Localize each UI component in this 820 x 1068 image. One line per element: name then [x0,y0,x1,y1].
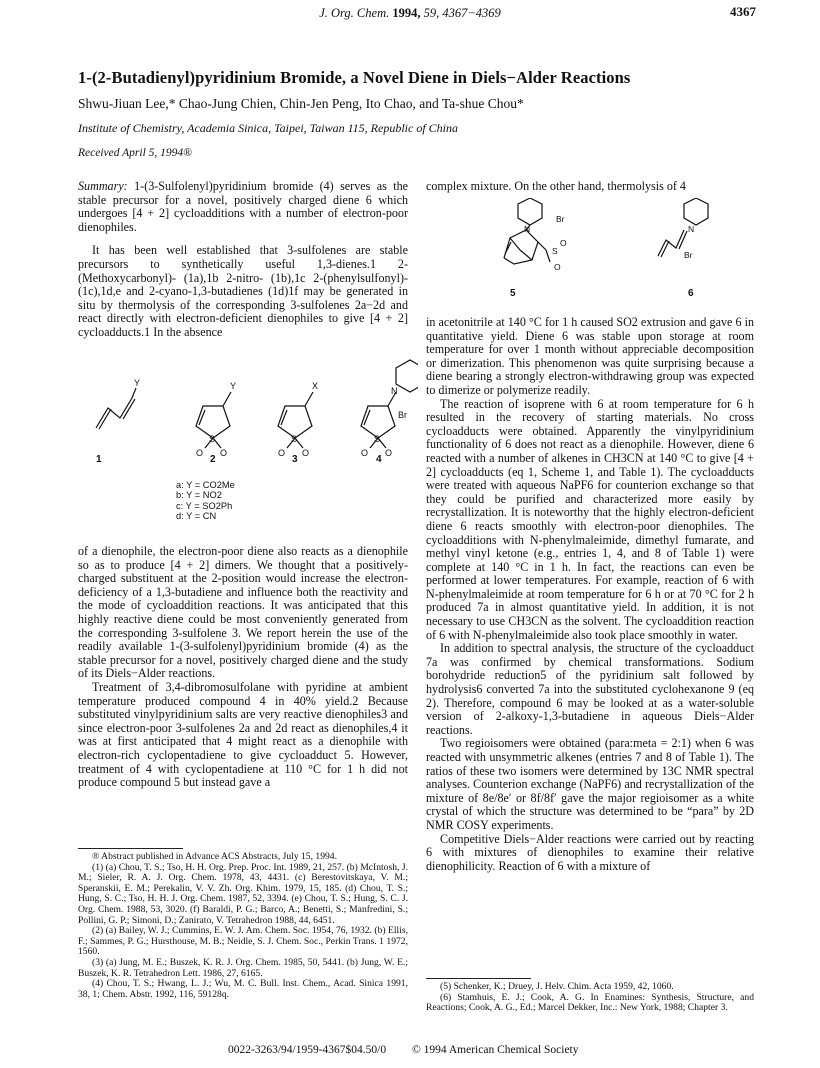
substituent-list [176,480,235,521]
compound-label: 3 [292,454,298,465]
paragraph-3: Treatment of 3,4-dibromosulfolane with pyridine at ambient temperature produced compound 4 in 40% yield.2 Because substituted vinylpyridinium salts are very reactive dienophiles3 and since electron-poor 3-sulfolenes 2a and 2d react as dienophiles,4 it was at first anticipated that 4 might react as a dienophile with electron-rich cyclopentadiene to give cycloadduct 5. However, treatment of 4 with cyclopentadiene at 110 °C for 1 h did not produce compound 5 but instead gave a [78,679,408,790]
paragraph-r2: The reaction of isoprene with 6 at room temperature for 6 h resulted in the recovery of starting materials. No cross cycloadducts were obtained. Apparently the vinylpyridinium functionality of 6 does not react as a dienophile. However, diene 6 reacted with a number of alkenes in CH3CN at 140 °C to give [4 + 2] cycloadducts (eq 1, Scheme 1, and Table 1). The cycloadducts were treated with aqueous NaPF6 for counterion exchange so that they could be purified and characterized more easily by recrystallization. It is noteworthy that the highly electron-deficient diene 6 reacts smoothly with electron-poor dienophiles. The cycloadditions with N-phenylmaleimide, dimethyl fumarate, and methyl vinyl ketone (e.g., entries 1, 4, and 8 of Table 1) were complete at 140 °C in 1 h. In fact, the reactions can even be performed at lower temperatures. For example, reaction of 6 with N-phenylmaleimide at room temperature for 6 h or at 70 °C for 2 h produced 7a in almost quantitative yield. In addition, it is not necessary to use CH3CN as the solvent. The cycloaddition reaction of 6 with N-phenylmaleimide also took place smoothly in water. [426,396,754,642]
paragraph-r4: Two regioisomers were obtained (para:meta = 2:1) when 6 was reacted with unsymmetric alkenes (entries 7 and 8 of Table 1). The ratios of these two isomers were determined by 13C NMR spectral analyses. Counterion exchange (NaPF6) and recrystallization of the mixture of 8e/8e′ or 8f/8f′ gave the major regioisomer as a white crystal of which the structure was determined to be “para” by 2D NMR COSY experiments. [426,736,754,832]
atom-label: N [524,224,531,234]
atom-label: O [361,448,369,458]
right-column-top [426,180,754,194]
paragraph-r5: Competitive Diels−Alder reactions were carried out by reacting 6 with mixtures of dienophiles to examine their relative dienophilicity. Reaction of 6 with a mixture of [426,831,754,873]
compound-label: 5 [510,288,516,299]
substituent-d: d: Y = CN [176,510,217,521]
atom-label: O [560,238,567,248]
atom-label: O [554,262,561,272]
paragraph-r3: In addition to spectral analysis, the structure of the cycloadduct 7a was confirmed by chemical transformations. Sodium borohydride reduction5 of the pyridinium salt followed by hydrolysis6 converted 7a into the substituted cyclohexanone 9 (eq 2). Therefore, compound 6 may be looked at as a water-soluble version of 2-alkoxy-1,3-butadiene in aqueous Diels−Alder reactions. [426,641,754,737]
atom-label: Br [556,214,565,224]
right-top-line: complex mixture. On the other hand, thermolysis of 4 [426,179,686,193]
substituent-b: b: Y = NO2 [176,490,222,501]
atom-label: O [278,448,286,458]
pyridinium-ring-4 [396,360,418,392]
atom-label: Y [134,378,141,388]
paragraph-r1: in acetonitrile at 140 °C for 1 h caused SO2 extrusion and gave 6 in quantitative yield. Diene 6 was stable upon storage at room temperature for over 1 month without appreciable decomposition or dimerization. This phenomenon was quite surprising because a diene bearing a strongly electron-withdrawing group was expected to dimerize or polymerize readily. [426,315,754,397]
atom-label: S [209,434,216,444]
substituent-c: c: Y = SO2Ph [176,500,233,511]
left-footnotes [78,852,408,1000]
atom-label: O [385,448,393,458]
compound-label: 2 [210,454,216,465]
pyridinium-ring-6 [684,198,708,225]
page-number: 4367 [730,4,756,19]
left-column-top [78,180,408,340]
footnote: (4) Chou, T. S.; Hwang, L. J.; Wu, M. C. Bull. Inst. Chem., Acad. Sinica 1991, 38, 1; Chem. Abstr. 1992, 116, 59128q. [78,978,408,1000]
right-column-body [426,316,754,873]
atom-label: O [220,448,228,458]
affiliation: Institute of Chemistry, Academia Sinica, Taipei, Taiwan 115, Republic of China [78,121,458,135]
atom-label: N [688,224,695,234]
pyridinium-ring-5 [518,198,542,225]
footnote: ® Abstract published in Advance ACS Abstracts, July 15, 1994. [92,851,337,862]
article-title: 1-(2-Butadienyl)pyridinium Bromide, a Novel Diene in Diels−Alder Reactions [78,68,631,87]
atom-label: X [312,381,319,391]
atom-label: O [196,448,204,458]
atom-label: N [391,386,398,396]
footnote-rule [426,978,531,979]
atom-label: Br [684,250,693,260]
footnote: (1) (a) Chou, T. S.; Tso, H. H. Org. Prep. Proc. Int. 1989, 21, 257. (b) McIntosh, J. M.; Sieler, R. A. J. Org. Chem. 1978, 43, 4431. (c) Berestovitskaya, V. M.; Speranskii, E. M.; Perekalin, V. V. Zh. Org. Khim. 1979, 15, 185. (d) Chou, T. S.; Hung, S. C.; Tso, H. H. J. Org. Chem. 1987, 52, 3394. (e) Chou, T. S.; Hung, S. C. J. Org. Chem. 1988, 53, 3020. (f) Baraldi, P. G.; Barco, A.; Benetti, S.; Manfredini, S.; Pollini, G. P.; Simoni, D.; Zanirato, V. Tetrahedron 1988, 44, 6451. [78,861,408,926]
received-date: Received April 5, 1994® [78,147,192,159]
left-column-bottom [78,545,408,790]
substituent-a: a: Y = CO2Me [176,480,235,490]
intro-paragraph: It has been well established that 3-sulfolenes are stable precursors to synthetically useful 1,3-dienes.1 2-(Methoxycarbonyl)- (1a),1b 2-nitro- (1b),1c 2-(phenylsulfonyl)- (1c),1d,e and 2-cyano-1,3-butadienes (1d)1f may be generated in situ by thermolysis of the corresponding 3-sulfolenes 2a−2d and react directly with electron-deficient dienophiles to give [4 + 2] cycloadducts.1 In the absence [78,243,408,339]
atom-label: Y [230,381,237,391]
right-footnotes [426,982,754,1014]
running-head: J. Org. Chem. 1994, 59, 4367−4369 [319,6,501,20]
summary-label: Summary: [78,179,128,193]
atom-label: O [302,448,310,458]
atom-label: S [291,434,298,444]
scheme1-structures [78,358,418,468]
footnote: (2) (a) Bailey, W. J.; Cummins, E. W. J. Am. Chem. Soc. 1954, 76, 1932. (b) Ellis, F.; Sammes, P. G.; Hursthouse, M. B.; Neidle, S. J. Chem. Soc., Perkin Trans. 1 1972, 1560. [78,925,408,958]
author-list: Shwu-Jiuan Lee,* Chao-Jung Chien, Chin-Jen Peng, Ito Chao, and Ta-shue Chou* [78,96,524,111]
footnote: (3) (a) Jung, M. E.; Buszek, K. R. J. Org. Chem. 1985, 50, 5441. (b) Jung, W. E.; Buszek, K. R. Tetrahedron Lett. 1986, 27, 6165. [78,956,408,979]
article-code: 0022-3263/94/1959-4367$04.50/0 [228,1044,387,1056]
summary-text: 1-(3-Sulfolenyl)pyridinium bromide (4) serves as the stable precursor for a novel, positively charged diene 6 which undergoes [4 + 2] cycloadditions with a number of electron-poor dienophiles. [78,179,408,234]
atom-label: S [374,434,381,444]
paragraph-2: of a dienophile, the electron-poor diene also reacts as a dienophile so as to produce [4 + 2] dimers. We thought that a positively-charged substituent at the 2-position would increase the electron-deficiency of a 1,3-butadiene and influence both the reactivity and the mode of cycloaddition reactions. It was anticipated that this highly reactive diene could be most conveniently generated from the corresponding 3-sulfolene 3. We report herein the use of the readily available 1-(3-sulfolenyl)pyridinium bromide (4) as the stable precursor for a novel, positively charged diene and the study of its Diels−Alder reactions. [78,544,408,681]
footnote: (6) Stamhuis, E. J.; Cook, A. G. In Enamines: Synthesis, Structure, and Reactions; Cook, A. G., Ed.; Marcel Dekker, Inc.: New York, 1988; Chapter 3. [426,991,754,1014]
copyright: © 1994 American Chemical Society [412,1044,579,1056]
compound-label: 1 [96,454,102,465]
compound-label: 4 [376,454,382,465]
atom-label: Br [398,410,407,420]
footnote: (5) Schenker, K.; Druey, J. Helv. Chim. Acta 1959, 42, 1060. [440,981,674,992]
scheme2-structures [480,198,740,280]
atom-label: S [552,246,558,256]
diene-6-bonds [658,230,684,256]
compound-label: 6 [688,288,694,299]
footnote-rule [78,848,183,849]
